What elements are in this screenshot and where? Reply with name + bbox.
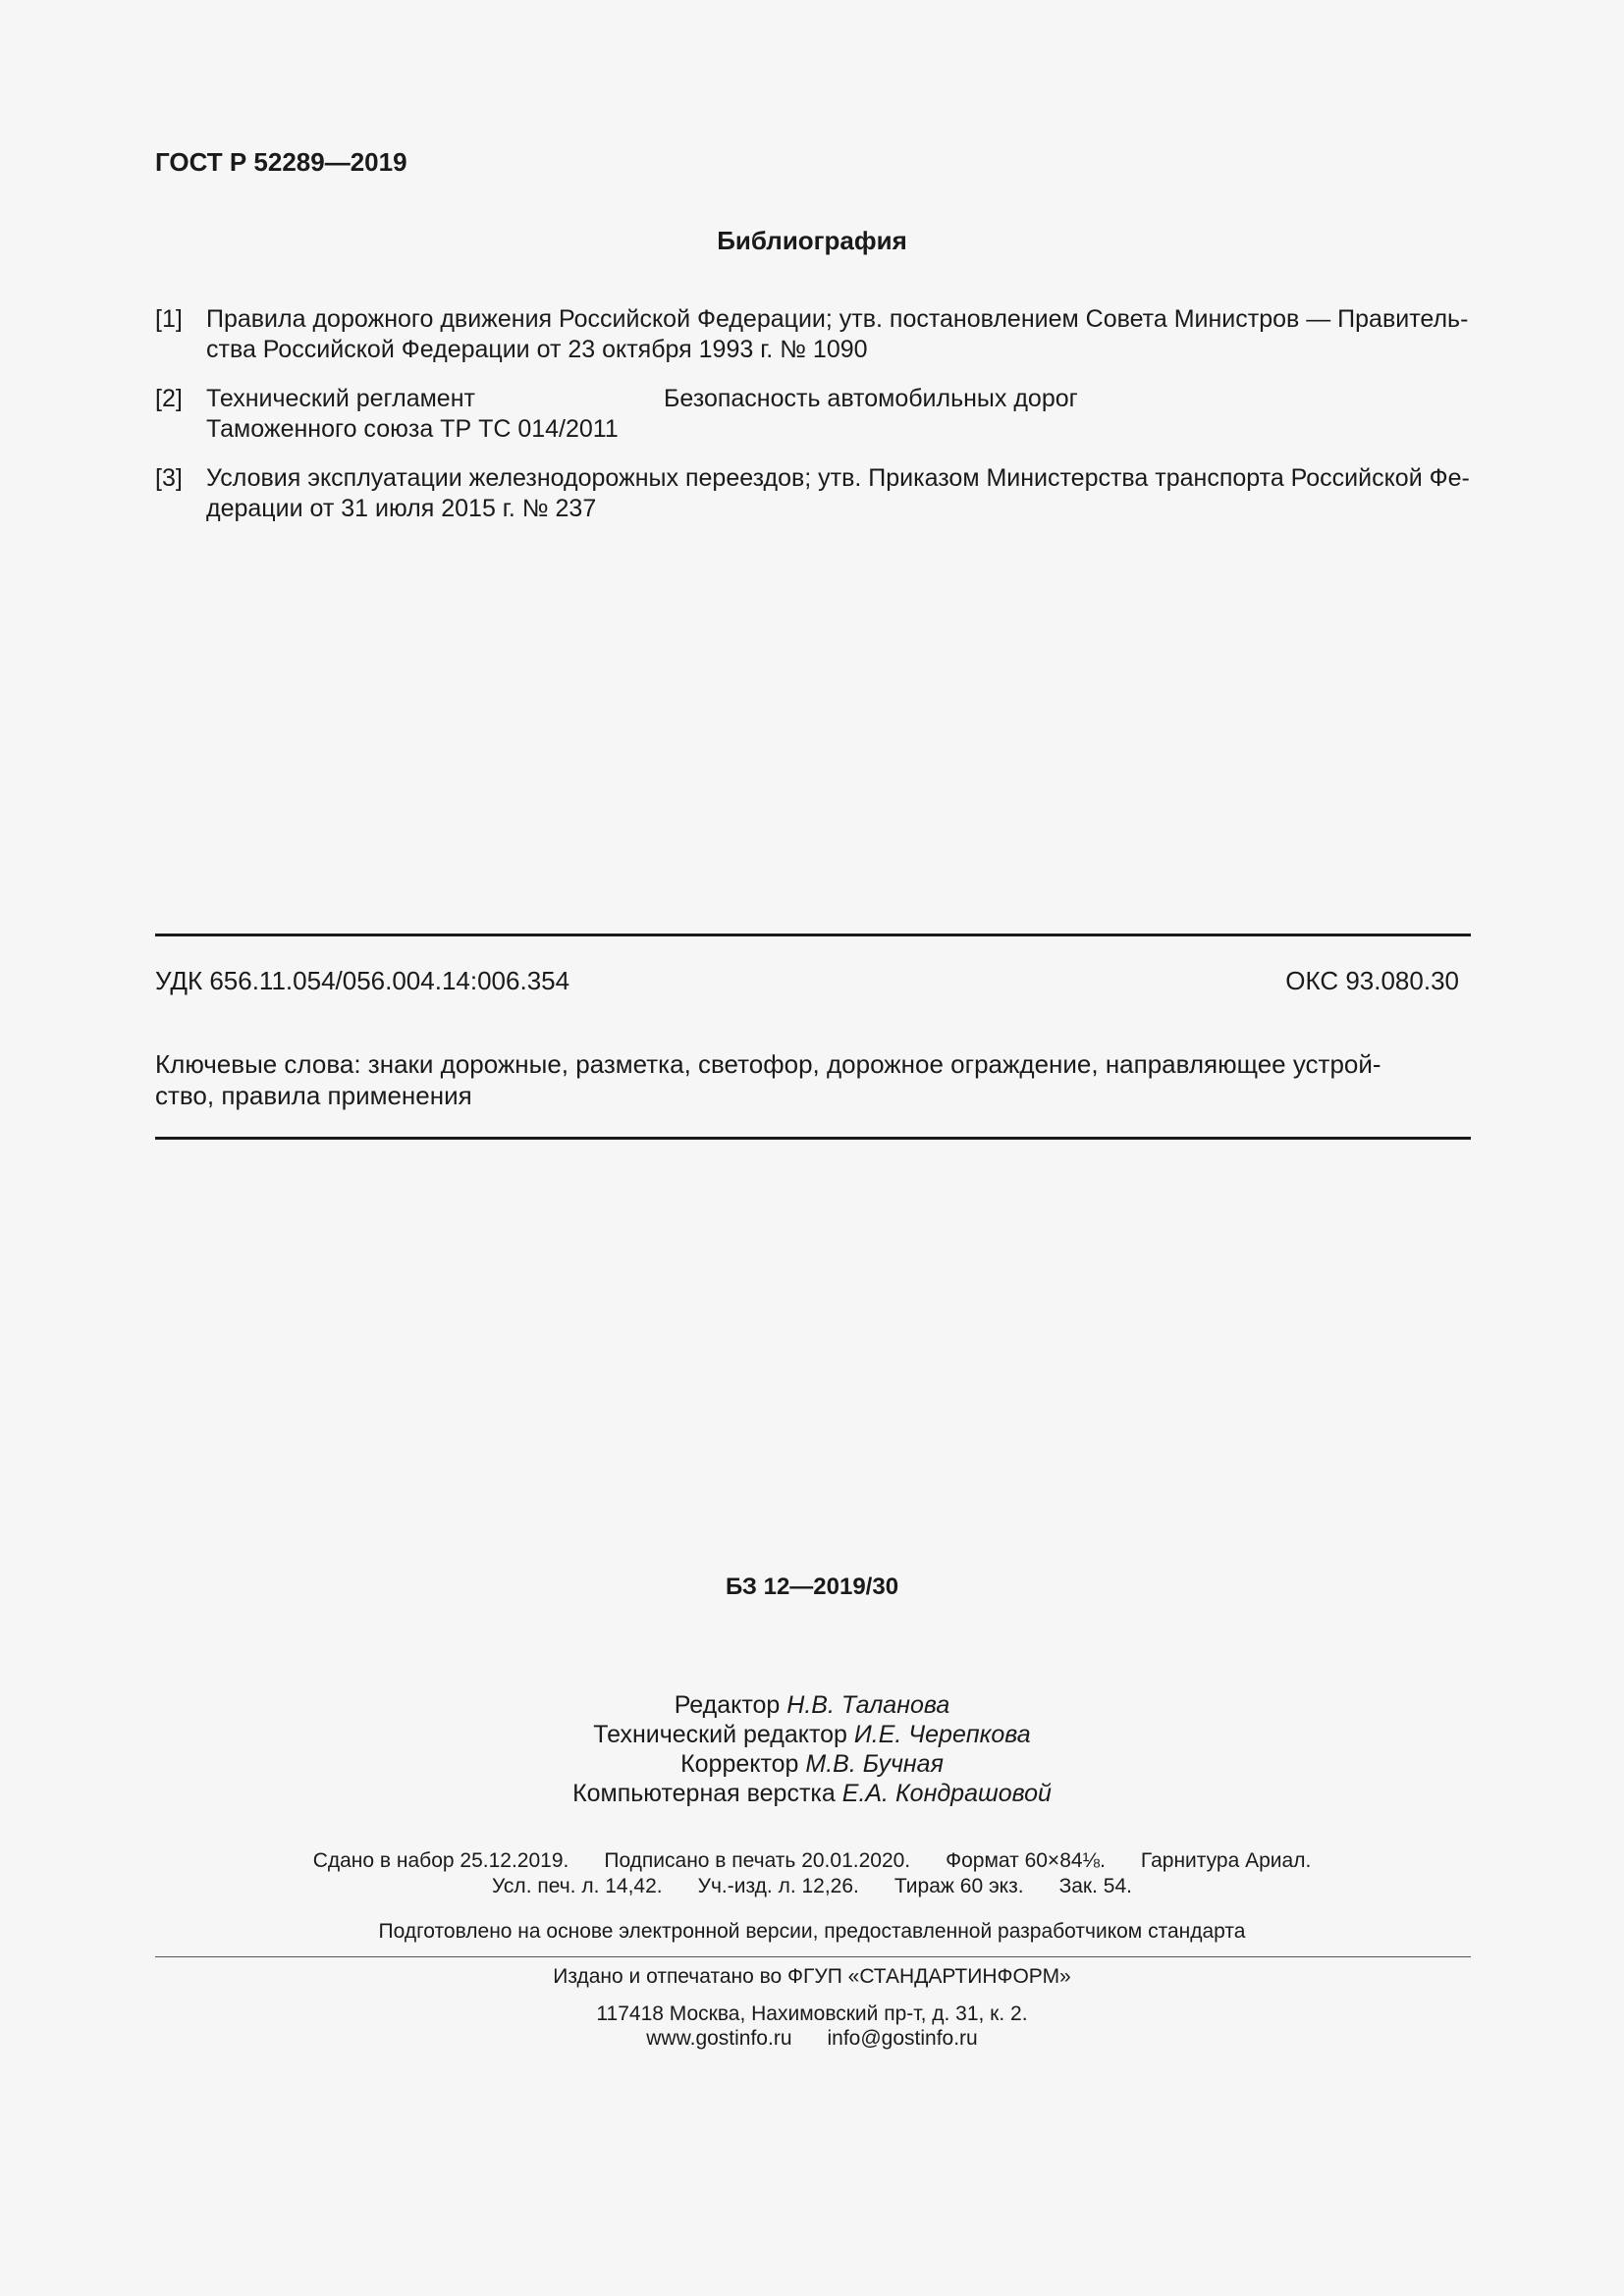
bz-code: БЗ 12—2019/30 bbox=[725, 1574, 899, 1600]
bibliography-title: Библиография bbox=[717, 226, 907, 255]
corrector-name: М.В. Бучная bbox=[805, 1750, 944, 1778]
editor-label: Редактор bbox=[674, 1691, 781, 1719]
divider-top bbox=[155, 934, 1471, 936]
divider-thin bbox=[155, 1956, 1471, 1957]
entry-text-line: ства Российской Федерации от 23 октября 1993 г. № 1090 bbox=[206, 336, 868, 363]
document-code: ГОСТ Р 52289—2019 bbox=[155, 147, 407, 177]
prepared-note: Подготовлено на основе электронной версии, предоставленной разработчиком стандарта bbox=[378, 1920, 1246, 1943]
order-number: Зак. 54. bbox=[1058, 1875, 1132, 1897]
publisher-contacts bbox=[0, 2026, 1624, 2052]
publisher-note: Издано и отпечатано во ФГУП «СТАНДАРТИНФОРМ» bbox=[553, 1965, 1071, 1988]
keywords-line: Ключевые слова: знаки дорожные, разметка, светофор, дорожное ограждение, направляющее устрой- bbox=[155, 1049, 1381, 1079]
entry-number: [1] bbox=[155, 305, 183, 333]
entry-text-line: Условия эксплуатации железнодорожных переездов; утв. Приказом Министерства транспорта Российской Фе- bbox=[206, 464, 1470, 492]
entry-number: [3] bbox=[155, 464, 183, 492]
entry-number: [2] bbox=[155, 385, 183, 412]
circulation: Тираж 60 экз. bbox=[893, 1875, 1024, 1897]
bibliography-entry-1 bbox=[155, 304, 1471, 365]
corrector-credit bbox=[0, 1749, 1624, 1779]
bibliography-entry-3 bbox=[155, 463, 1471, 524]
bibliography-entry-2 bbox=[155, 384, 1471, 445]
credits-block bbox=[0, 1690, 1624, 1808]
typeface: Гарнитура Ариал. bbox=[1140, 1849, 1312, 1872]
signed-date: Подписано в печать 20.01.2020. bbox=[604, 1849, 911, 1872]
keywords bbox=[155, 1048, 1471, 1111]
corrector-label: Корректор bbox=[680, 1750, 799, 1778]
oks-code: ОКС 93.080.30 bbox=[1285, 966, 1459, 995]
udk-code: УДК 656.11.054/056.004.14:006.354 bbox=[155, 966, 570, 995]
typeset-date: Сдано в набор 25.12.2019. bbox=[312, 1849, 569, 1872]
publication-sheets: Уч.-изд. л. 12,26. bbox=[697, 1875, 859, 1897]
editor-credit bbox=[0, 1690, 1624, 1720]
divider-middle bbox=[155, 1137, 1471, 1140]
entry-text-line: дерации от 31 июля 2015 г. № 237 bbox=[206, 495, 597, 522]
print-details-line-2 bbox=[0, 1874, 1624, 1899]
layout-credit bbox=[0, 1779, 1624, 1808]
layout-name: Е.А. Кондрашовой bbox=[841, 1780, 1052, 1807]
entry-text-line: Таможенного союза ТР ТС 014/2011 bbox=[206, 415, 619, 443]
tech-editor-name: И.Е. Черепкова bbox=[853, 1721, 1031, 1748]
entry-text-line: Технический регламент bbox=[206, 385, 475, 412]
publisher-address: 117418 Москва, Нахимовский пр-т, д. 31, к. 2. bbox=[596, 2002, 1028, 2025]
keywords-line: ство, правила применения bbox=[155, 1081, 472, 1110]
print-sheets: Усл. печ. л. 14,42. bbox=[492, 1875, 663, 1897]
entry-title: Безопасность автомобильных дорог bbox=[664, 385, 1078, 412]
website-link[interactable]: www.gostinfo.ru bbox=[646, 2027, 792, 2050]
print-details-line-1 bbox=[0, 1848, 1624, 1874]
paper-format: Формат 60×84⅛. bbox=[946, 1849, 1106, 1872]
editor-name: Н.В. Таланова bbox=[786, 1691, 950, 1719]
tech-editor-label: Технический редактор bbox=[593, 1721, 847, 1748]
email-link[interactable]: info@gostinfo.ru bbox=[827, 2027, 978, 2050]
layout-label: Компьютерная верстка bbox=[572, 1780, 836, 1807]
tech-editor-credit bbox=[0, 1720, 1624, 1749]
entry-text-line: Правила дорожного движения Российской Федерации; утв. постановлением Совета Министров — Правитель- bbox=[206, 305, 1469, 333]
